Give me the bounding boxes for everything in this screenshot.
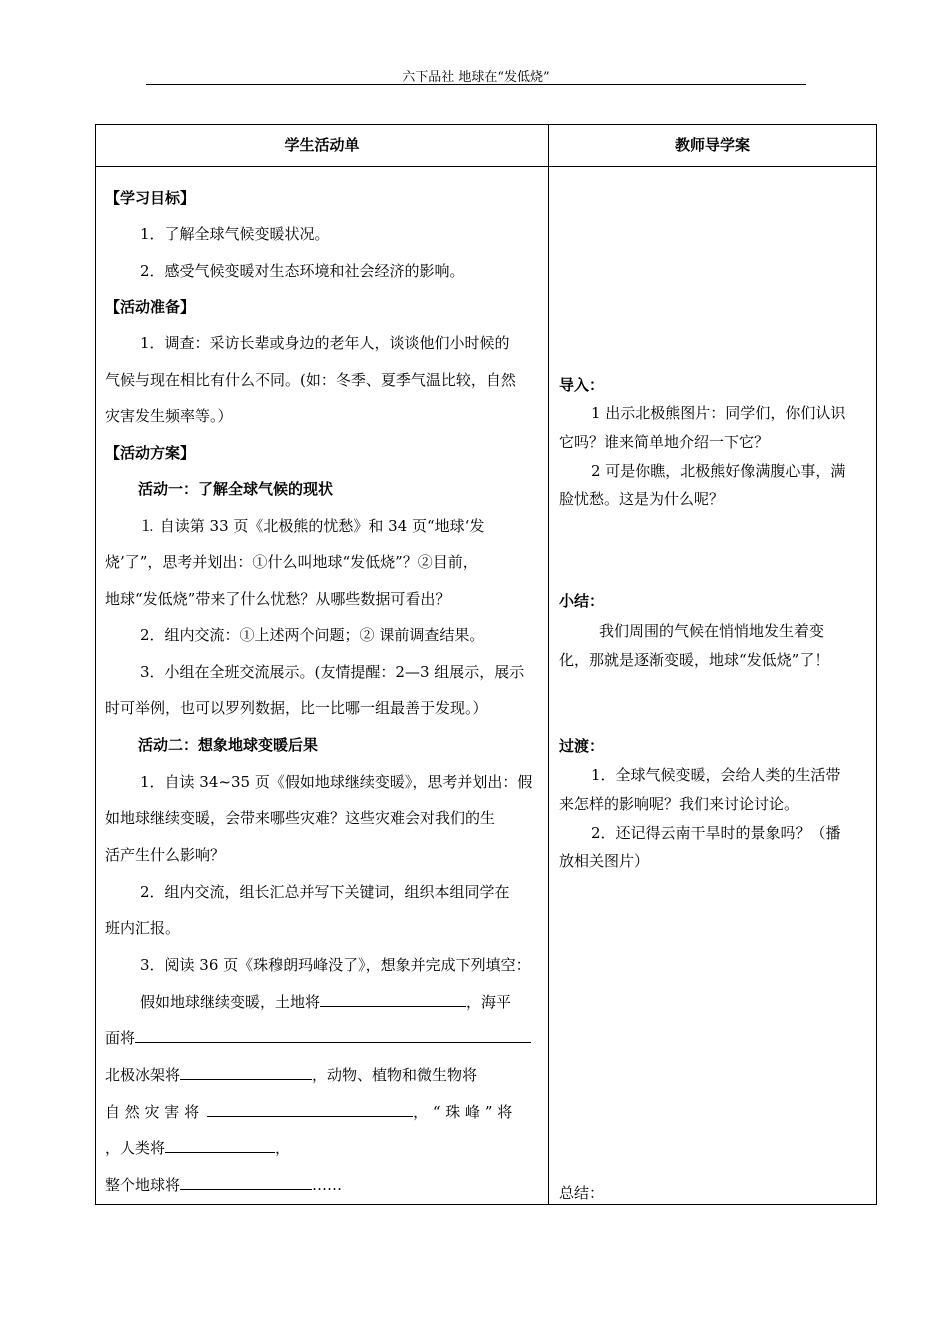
- prep-line-2: 气候与现在相比有什么不同。(如：冬季、夏季气温比较，自然: [105, 371, 516, 389]
- prep-heading: 【活动准备】: [105, 298, 196, 316]
- fill-3-tail: ，动物、植物和微生物将: [312, 1066, 478, 1084]
- act2-item1-line1: 1．自读 34~35 页《假如地球继续变暖》，思考并划出：假: [140, 773, 533, 791]
- act1-item2: 2．组内交流：①上述两个问题；② 课前调查结果。: [140, 626, 485, 644]
- act2-item3: 3．阅读 36 页《珠穆朗玛峰没了》，想象并完成下列填空：: [140, 956, 531, 974]
- teacher-guide-column: [549, 125, 876, 1205]
- fill-line-3: [105, 1065, 477, 1085]
- fill-3-text: 北极冰架将: [105, 1066, 181, 1084]
- header-rule: [146, 84, 806, 85]
- fill-line-5: [105, 1138, 290, 1158]
- final-summary-label: 总结：: [559, 1184, 605, 1202]
- student-activity-column: [96, 125, 548, 1205]
- transition-2-line2: 放相关图片）: [559, 852, 650, 870]
- prep-line-1: 1．调查：采访长辈或身边的老年人，谈谈他们小时候的: [140, 334, 510, 352]
- fill-blank-ice-shelf[interactable]: [180, 1065, 312, 1080]
- act1-item3-line2: 时可举例，也可以罗列数据，比一比哪一组最善于发现。）: [105, 699, 488, 717]
- fill-2-text: 面将: [105, 1029, 136, 1047]
- fill-blank-disasters[interactable]: [207, 1102, 413, 1117]
- fill-1-text: 假如地球继续变暖，土地将: [140, 993, 321, 1011]
- fill-4-text: 自 然 灾 害 将: [105, 1103, 200, 1121]
- intro-2-line1: 2 可是你瞧，北极熊好像满腹心事，满: [591, 462, 846, 480]
- fill-line-4: [105, 1102, 512, 1122]
- goals-heading: 【学习目标】: [105, 189, 196, 207]
- page-header: 六下品社 地球在“发低烧”: [402, 70, 550, 85]
- act2-item2-line2: 班内汇报。: [105, 919, 181, 937]
- summary-heading: 小结：: [559, 592, 605, 610]
- activity-2-title: 活动二：想象地球变暖后果: [138, 736, 319, 754]
- plan-heading: 【活动方案】: [105, 444, 196, 462]
- prep-line-3: 灾害发生频率等。）: [105, 407, 233, 425]
- goal-1: 1．了解全球气候变暖状况。: [140, 225, 330, 243]
- transition-1-line1: 1．全球气候变暖，会给人类的生活带: [591, 766, 841, 784]
- summary-line1: 我们周围的气候在悄悄地发生着变: [599, 622, 825, 640]
- act1-item1-line1: ⒈ 自读第 33 页《北极熊的忧愁》和 34 页“地球‘发: [140, 517, 485, 535]
- teacher-column-header: 教师导学案: [674, 136, 750, 154]
- fill-blank-earth[interactable]: [180, 1175, 312, 1190]
- fill-6-tail: ……: [312, 1176, 343, 1194]
- activity-1-title: 活动一：了解全球气候的现状: [138, 480, 334, 498]
- goal-2: 2．感受气候变暖对生态环境和社会经济的影响。: [140, 262, 465, 280]
- act1-item1-line3: 地球“发低烧”带来了什么忧愁？从哪些数据可看出？: [105, 590, 451, 608]
- fill-blank-humans[interactable]: [165, 1138, 275, 1153]
- intro-1-line2: 它吗？谁来简单地介绍一下它？: [559, 433, 770, 451]
- fill-line-1: [140, 992, 511, 1012]
- act2-item2-line1: 2．组内交流，组长汇总并写下关键词，组织本组同学在: [140, 883, 510, 901]
- fill-1-tail: ，海平: [466, 993, 512, 1011]
- fill-5-text: ，人类将: [105, 1139, 166, 1157]
- intro-1-line1: 1 出示北极熊图片：同学们，你们认识: [591, 404, 846, 422]
- fill-5-tail: ，: [275, 1139, 291, 1157]
- fill-blank-land[interactable]: [320, 992, 466, 1007]
- summary-line2: 化，那就是逐渐变暖，地球“发低烧”了！: [559, 651, 830, 669]
- act2-item1-line3: 活产生什么影响？: [105, 846, 226, 864]
- transition-heading: 过渡：: [559, 737, 605, 755]
- intro-heading: 导入：: [559, 376, 605, 394]
- fill-line-6: [105, 1175, 342, 1195]
- fill-4-tail: ， “ 珠 峰 ” 将: [413, 1103, 513, 1121]
- fill-line-2: [105, 1028, 531, 1048]
- intro-2-line2: 脸忧愁。这是为什么呢？: [559, 490, 725, 508]
- act2-item1-line2: 如地球继续变暖，会带来哪些灾难？这些灾难会对我们的生: [105, 809, 496, 827]
- fill-6-text: 整个地球将: [105, 1176, 181, 1194]
- student-column-header: 学生活动单: [284, 136, 360, 154]
- transition-1-line2: 来怎样的影响呢？我们来讨论讨论。: [559, 795, 800, 813]
- act1-item3-line1: 3．小组在全班交流展示。(友情提醒：2—3 组展示，展示: [140, 663, 525, 681]
- lesson-table: [95, 124, 877, 1205]
- fill-blank-sea-level[interactable]: [135, 1028, 531, 1043]
- transition-2-line1: 2．还记得云南干旱时的景象吗？（播: [591, 824, 841, 842]
- act1-item1-line2: 烧’了”，思考并划出：①什么叫地球“发低烧”？②目前，: [105, 553, 478, 571]
